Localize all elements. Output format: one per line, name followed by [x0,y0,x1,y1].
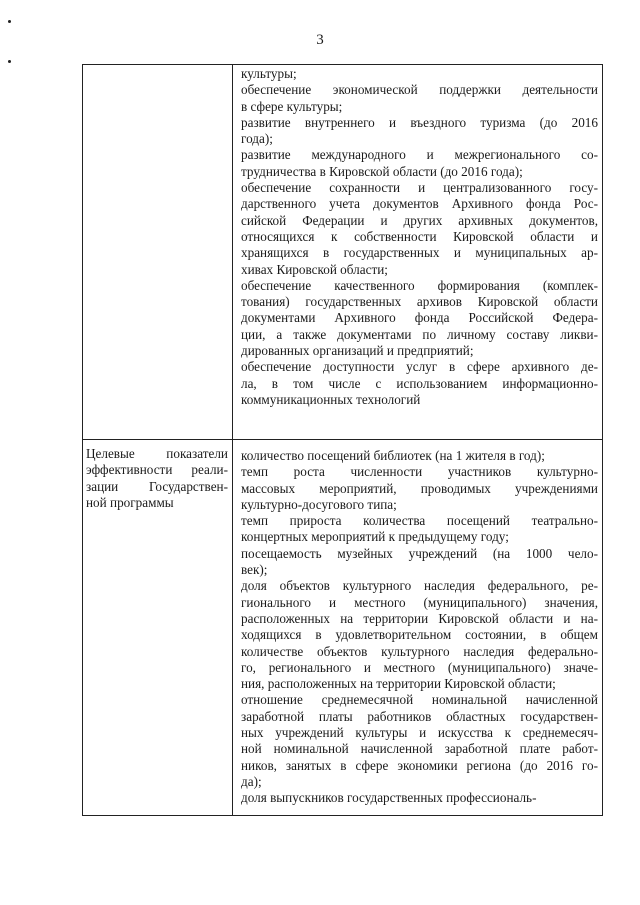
text-line: ния, расположенных на территории Кировской области; [241,676,556,692]
program-passport-table [82,64,603,816]
text-line: ной номинальной начисленной заработной плате работ- [241,741,598,757]
row1-content-cell [233,65,603,440]
text-line: зации Государствен- [86,478,228,494]
text-line: развитие внутреннего и въездного туризма (до 2016 [241,114,598,130]
row2-content-cell [233,440,603,816]
text-line: массовых мероприятий, проводимых учреждениями [241,480,598,496]
row2-content-lines [241,448,598,807]
row2-label-lines [86,446,228,511]
table-row [83,440,603,816]
text-line: эффективности реали- [86,462,228,478]
text-line: дированных организаций и предприятий; [241,343,474,359]
text-line: культурно-досугового типа; [241,496,397,512]
text-line: относящихся к собственности Кировской области и [241,228,598,244]
text-line: гионального и местного (муниципального) значения, [241,594,598,610]
table-row [83,65,603,440]
scan-dot-top [8,20,11,23]
text-line: обеспечение доступности услуг в сфере архивного де- [241,359,598,375]
text-line: культуры; [241,66,297,81]
text-line: сийской Федерации и других архивных документов, [241,212,598,228]
text-line: документами Архивного фонда Российской Федера- [241,310,598,326]
text-line: Целевые показатели [86,446,228,461]
text-line: трудничества в Кировской области (до 2016 года); [241,163,523,179]
text-line: ходящихся в удовлетворительном состоянии, в общем [241,627,598,643]
row1-label-cell [83,65,233,440]
text-line: го, регионального и местного (муниципального) значе- [241,659,598,675]
page-number: 3 [316,32,324,48]
text-line: дарственного учета документов Архивного фонда Рос- [241,196,598,212]
text-line: ла, в том числе с использованием информационно- [241,375,598,391]
text-line: в сфере культуры; [241,98,343,114]
text-line: количестве объектов культурного наследия федерально- [241,643,598,659]
text-line: хранящихся в государственных и муниципальных ар- [241,245,598,261]
text-line: тования) государственных архивов Кировской области [241,294,598,310]
text-line: обеспечение качественного формирования (комплек- [241,277,598,293]
text-line: посещаемость музейных учреждений (на 1000 чело- [241,545,598,561]
text-line: коммуникационных технологий [241,391,421,407]
text-line: обеспечение сохранности и централизованного госу- [241,180,598,196]
text-line: доля выпускников государственных профессиональ- [241,790,537,806]
scan-dot-bottom [8,60,11,63]
text-line: хивах Кировской области; [241,261,388,277]
text-line: ников, занятых в сфере экономики региона (до 2016 го- [241,757,598,773]
text-line: развитие международного и межрегионального со- [241,147,598,163]
text-line: года); [241,131,273,147]
text-line: темп роста численности участников культурно- [241,464,598,480]
text-line: да); [241,773,262,789]
text-line: расположенных на территории Кировской области и на- [241,610,598,626]
text-line: век); [241,562,268,578]
row2-label-cell [83,440,233,816]
text-line: темп прироста количества посещений театрально- [241,513,598,529]
text-line: ной программы [86,494,174,510]
text-line: доля объектов культурного наследия федерального, ре- [241,578,598,594]
text-line: ции, а также документами по личному составу ликви- [241,326,598,342]
text-line: отношение среднемесячной номинальной начисленной [241,692,598,708]
text-line: количество посещений библиотек (на 1 жителя в год); [241,448,545,463]
text-line: заработной платы работников областных государствен- [241,708,598,724]
text-line: обеспечение экономической поддержки деятельности [241,82,598,98]
text-line: концертных мероприятий к предыдущему году; [241,529,509,545]
row1-content-lines [241,66,598,408]
text-line: ных учреждений культуры и искусства к среднемесяч- [241,725,598,741]
